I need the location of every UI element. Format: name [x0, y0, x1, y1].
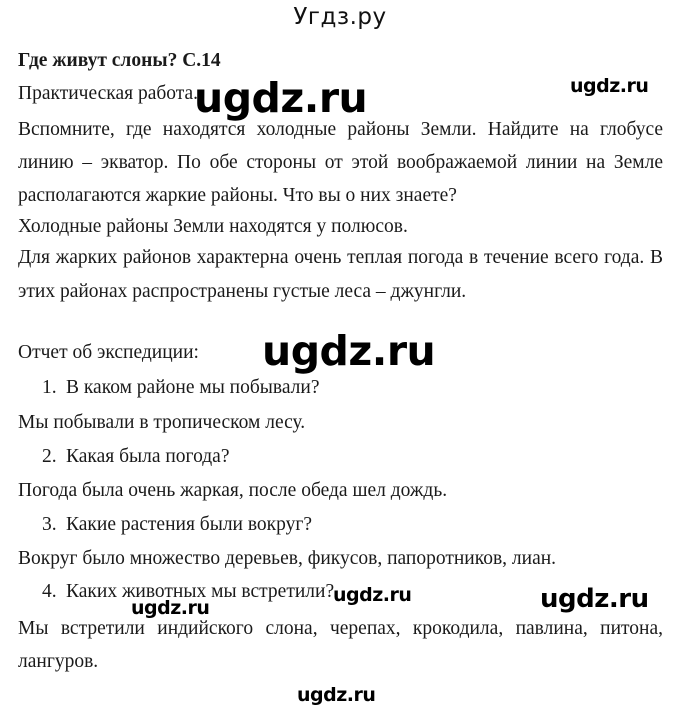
- question-2: [42, 446, 229, 468]
- answer-4-line: Мы встретили индийского слона, черепах, крокодила, павлина, питона,: [18, 618, 663, 639]
- watermark: ugdz.ru: [131, 597, 210, 619]
- question-text: Какая была погода?: [66, 446, 230, 467]
- watermark: ugdz.ru: [540, 584, 649, 614]
- paragraph-line: линию – экватор. По обе стороны от этой воображаемой линии на Земле: [18, 152, 663, 173]
- answer-3: Вокруг было множество деревьев, фикусов, папоротников, лиан.: [18, 548, 557, 569]
- question-text: Каких животных мы встретили?: [66, 581, 335, 602]
- report-heading: Отчет об экспедиции:: [18, 342, 199, 363]
- answer-2: Погода была очень жаркая, после обеда шел дождь.: [18, 480, 448, 501]
- answer-cold-regions: Холодные районы Земли находятся у полюсов.: [18, 216, 408, 237]
- paragraph-line: Вспомните, где находятся холодные районы Земли. Найдите на глобусе: [18, 119, 663, 140]
- watermark: ugdz.ru: [297, 684, 376, 706]
- subtitle-practical-work: Практическая работа.: [18, 83, 199, 104]
- watermark: ugdz.ru: [333, 584, 412, 606]
- question-number: 1.: [42, 377, 57, 398]
- answer-hot-regions-line: Для жарких районов характерна очень теплая погода в течение всего года. В: [18, 247, 663, 268]
- paragraph-line: располагаются жаркие районы. Что вы о них знаете?: [18, 185, 457, 206]
- question-number: 3.: [42, 514, 57, 535]
- question-1: [42, 377, 319, 399]
- watermark: ugdz.ru: [194, 74, 368, 122]
- question-number: 2.: [42, 446, 57, 467]
- question-number: 4.: [42, 581, 57, 602]
- watermark: ugdz.ru: [570, 75, 649, 97]
- answer-1: Мы побывали в тропическом лесу.: [18, 412, 306, 433]
- answer-hot-regions-line: этих районах распространены густые леса – джунгли.: [18, 281, 467, 302]
- site-title: Угдз.ру: [293, 4, 387, 30]
- question-text: В каком районе мы побывали?: [66, 377, 320, 398]
- document-title: Где живут слоны? С.14: [18, 50, 221, 71]
- question-text: Какие растения были вокруг?: [66, 514, 313, 535]
- answer-4-line: лангуров.: [18, 651, 99, 672]
- question-3: [42, 514, 312, 536]
- watermark: ugdz.ru: [262, 327, 436, 375]
